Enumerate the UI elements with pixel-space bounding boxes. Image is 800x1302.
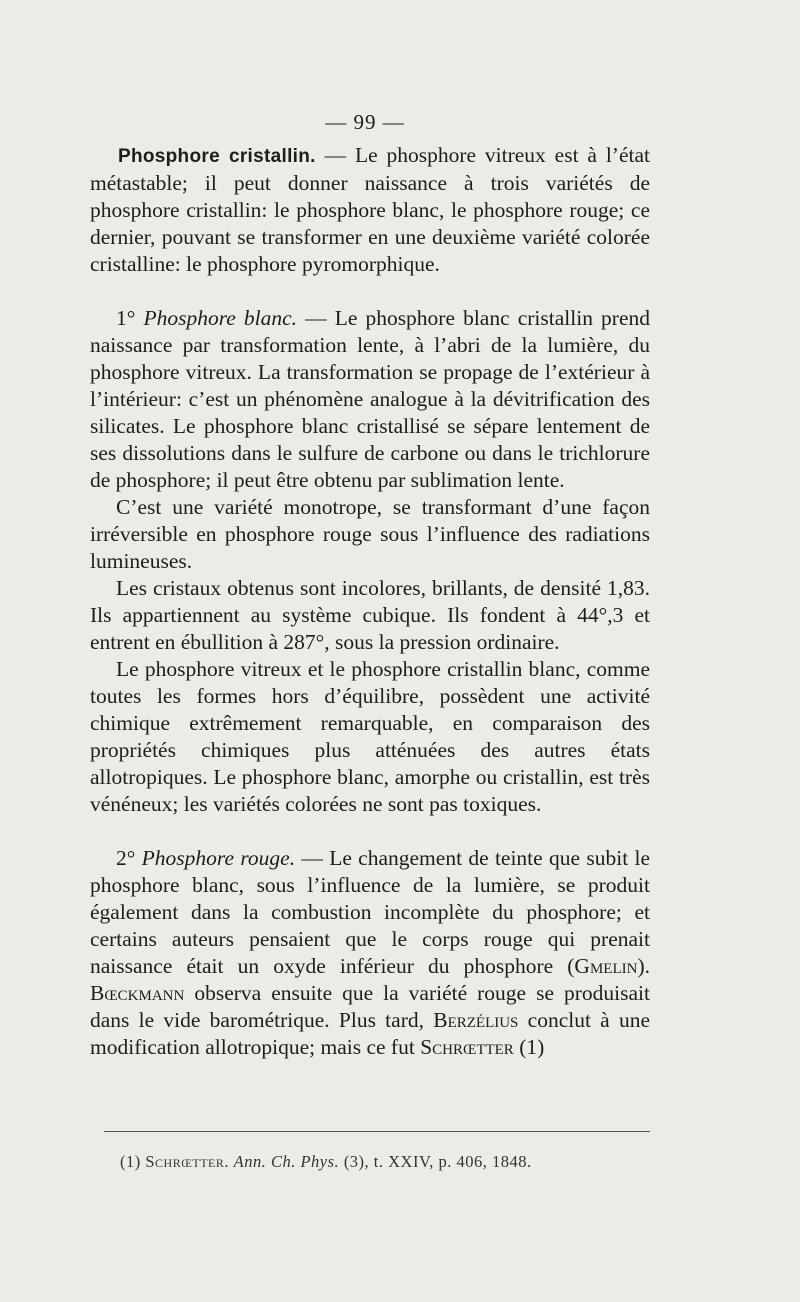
footnote-author: Schrœtter.: [145, 1152, 230, 1171]
heading-white: Phosphore blanc.: [143, 306, 298, 330]
text-red-e: (1): [513, 1035, 545, 1059]
text-red-d: conclut à une modification allotropique; mais ce fut: [90, 1008, 650, 1059]
paragraph-crystalline: [90, 142, 650, 278]
paragraph-red: [90, 845, 650, 1061]
footnote-divider: [104, 1131, 650, 1132]
paragraph-white-1: [90, 305, 650, 494]
footnote: [120, 1152, 660, 1172]
page-number: — 99 —: [325, 110, 405, 134]
name-berzelius: Berzélius: [433, 1008, 519, 1032]
text-red-c: observa ensuite que la variété rouge se produisait dans le vide barométrique. Plus tard,: [90, 981, 650, 1032]
paragraph-white-3: Les cristaux obtenus sont incolores, brillants, de densité 1,83. Ils appartiennent au système cubique. Ils fondent à 44°,3 et entrent en ébullition à 287°, sous la pression ordinaire.: [90, 576, 650, 654]
number-white: 1°: [116, 306, 136, 330]
footnote-marker: (1): [120, 1152, 141, 1171]
number-red: 2°: [116, 846, 136, 870]
name-boeckmann: Bœckmann: [90, 981, 185, 1005]
footnote-reference: (3), t. XXIV, p. 406, 1848.: [343, 1152, 532, 1171]
heading-red: Phosphore rouge.: [141, 846, 296, 870]
paragraph-white-2: C’est une variété monotrope, se transformant d’une façon irréversible en phosphore rouge sous l’influence des radiations lumineuses.: [90, 495, 650, 573]
body-text: [90, 142, 650, 1061]
name-gmelin: Gmelin: [574, 954, 638, 978]
text-red-a: — Le changement de teinte que subit le phosphore blanc, sous l’influence de la lumière, se produit également dans la combustion incomplète du phosphore; et certains auteurs pensaient que le corps rouge qui prenait naissance était un oxyde inférieur du phosphore (: [90, 846, 650, 978]
heading-crystalline: Phosphore cristallin.: [118, 146, 316, 167]
text-red-b: ).: [637, 954, 650, 978]
paragraph-white-4: Le phosphore vitreux et le phosphore cristallin blanc, comme toutes les formes hors d’équilibre, possèdent une activité chimique extrêmement remarquable, en comparaison des propriétés chimiques plus atténuées des autres états allotropiques. Le phosphore blanc, amorphe ou cristallin, est très vénéneux; les variétés colorées ne sont pas toxiques.: [90, 657, 650, 816]
footnote-journal: Ann. Ch. Phys.: [233, 1152, 340, 1171]
text-white-1: — Le phosphore blanc cristallin prend naissance par transformation lente, à l’abri de la lumière, du phosphore vitreux. La transformation se propage de l’extérieur à l’intérieur: c’est un phénomène analogue à la dévitrification des silicates. Le phosphore blanc cristallisé se sépare lentement de ses dissolutions dans le sulfure de carbone ou dans le trichlorure de phosphore; il peut être obtenu par sublimation lente.: [90, 306, 650, 492]
text-crystalline: — Le phosphore vitreux est à l’état métastable; il peut donner naissance à trois variétés de phosphore cristallin: le phosphore blanc, le phosphore rouge; ce dernier, pouvant se transformer en une deuxième variété colorée cristalline: le phosphore pyromorphique.: [90, 143, 650, 276]
name-schroetter: Schrœtter: [420, 1035, 514, 1059]
